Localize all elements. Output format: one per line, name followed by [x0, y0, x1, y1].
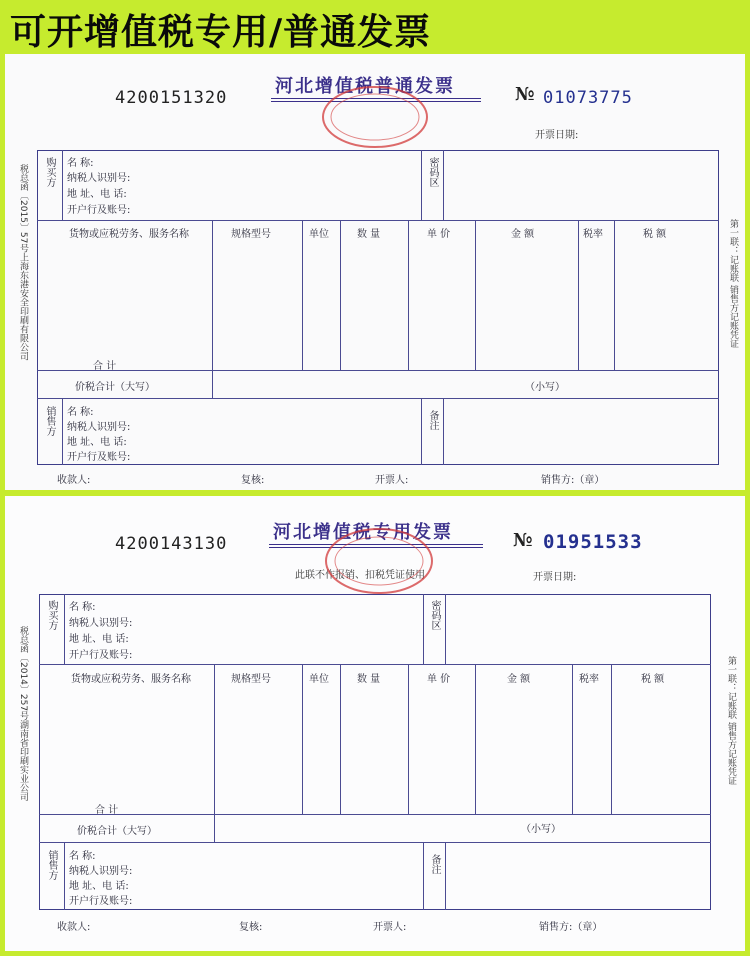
amount-in-figures-label: （小写）	[521, 824, 561, 835]
invoice-no-label: №	[515, 84, 535, 105]
ordinary-invoice	[5, 54, 745, 490]
col-spec: 规格型号	[231, 674, 271, 685]
remarks-label: 备注	[427, 410, 438, 430]
invoice-no-value: 01951533	[543, 531, 643, 553]
col-amount: 金 额	[507, 674, 531, 685]
invoice-code: 4200143130	[115, 534, 228, 554]
col-tax-amount: 税 额	[643, 229, 667, 240]
buyer-bank-label: 开户行及账号:	[69, 650, 133, 661]
cipher-area-label: 密码区	[429, 600, 440, 630]
banner	[0, 0, 750, 52]
special-invoice	[5, 496, 745, 951]
total-label: 合 计	[95, 805, 119, 816]
issue-date-label: 开票日期:	[535, 130, 579, 141]
issuer-label: 开票人:	[375, 475, 409, 486]
buyer-address-label: 地 址、电 话:	[67, 189, 127, 200]
buyer-label: 购买方	[44, 157, 55, 187]
amount-in-words-label: 价税合计（大写）	[75, 382, 155, 393]
remarks-label: 备注	[429, 854, 440, 874]
buyer-address-label: 地 址、电 话:	[69, 634, 129, 645]
payee-label: 收款人:	[57, 922, 91, 933]
buyer-label: 购买方	[46, 600, 57, 630]
tax-bureau-seal	[320, 84, 430, 150]
seller-address-label: 地 址、电 话:	[69, 881, 129, 892]
seller-name-label: 名 称:	[67, 407, 94, 418]
col-item-name: 货物或应税劳务、服务名称	[71, 674, 191, 685]
col-unit: 单位	[309, 674, 329, 685]
tax-bureau-seal	[323, 526, 435, 596]
printer-info: 税总函〔2015〕57号上海东港安全印刷有限公司	[18, 164, 28, 361]
seller-name-label: 名 称:	[69, 851, 96, 862]
buyer-tax-id-label: 纳税人识别号:	[69, 618, 133, 629]
seller-bank-label: 开户行及账号:	[69, 896, 133, 907]
seller-tax-id-label: 纳税人识别号:	[67, 422, 131, 433]
reviewer-label: 复核:	[239, 922, 263, 933]
issue-date-label: 开票日期:	[533, 572, 577, 583]
invoice-no-value: 01073775	[543, 88, 633, 108]
col-item-name: 货物或应税劳务、服务名称	[69, 229, 189, 240]
seller-bank-label: 开户行及账号:	[67, 452, 131, 463]
col-quantity: 数 量	[357, 229, 381, 240]
seller-label: 销售方	[44, 406, 55, 436]
invoice-grid	[37, 150, 719, 465]
col-unit: 单位	[309, 229, 329, 240]
seller-tax-id-label: 纳税人识别号:	[69, 866, 133, 877]
buyer-bank-label: 开户行及账号:	[67, 205, 131, 216]
banner-title: 可开增值税专用/普通发票	[10, 12, 432, 53]
buyer-name-label: 名 称:	[67, 158, 94, 169]
reviewer-label: 复核:	[241, 475, 265, 486]
copy-designation: 第一联：记账联 销售方记账凭证	[726, 656, 736, 785]
printer-info: 税总函〔2014〕257号湖南省印刷实业公司	[18, 626, 28, 802]
col-tax-amount: 税 额	[641, 674, 665, 685]
total-label: 合 计	[93, 361, 117, 372]
copy-designation: 第一联：记账联 销售方记账凭证	[728, 219, 738, 348]
col-tax-rate: 税率	[583, 229, 603, 240]
col-unit-price: 单 价	[427, 229, 451, 240]
amount-in-figures-label: （小写）	[525, 382, 565, 393]
col-amount: 金 额	[511, 229, 535, 240]
buyer-name-label: 名 称:	[69, 602, 96, 613]
invoice-no-label: №	[513, 530, 533, 551]
col-unit-price: 单 价	[427, 674, 451, 685]
invoice-title: 河北增值税普通发票	[275, 76, 455, 97]
seller-seal-label: 销售方:（章）	[539, 922, 603, 933]
buyer-tax-id-label: 纳税人识别号:	[67, 173, 131, 184]
col-quantity: 数 量	[357, 674, 381, 685]
col-spec: 规格型号	[231, 229, 271, 240]
amount-in-words-label: 价税合计（大写）	[77, 826, 157, 837]
seller-label: 销售方	[46, 850, 57, 880]
seller-address-label: 地 址、电 话:	[67, 437, 127, 448]
invoice-code: 4200151320	[115, 88, 228, 108]
invoice-title: 河北增值税专用发票	[273, 522, 453, 543]
cipher-area-label: 密码区	[427, 157, 438, 187]
usage-notice: 此联不作报销、扣税凭证使用	[295, 570, 425, 581]
seller-seal-label: 销售方:（章）	[541, 475, 605, 486]
payee-label: 收款人:	[57, 475, 91, 486]
col-tax-rate: 税率	[579, 674, 599, 685]
issuer-label: 开票人:	[373, 922, 407, 933]
